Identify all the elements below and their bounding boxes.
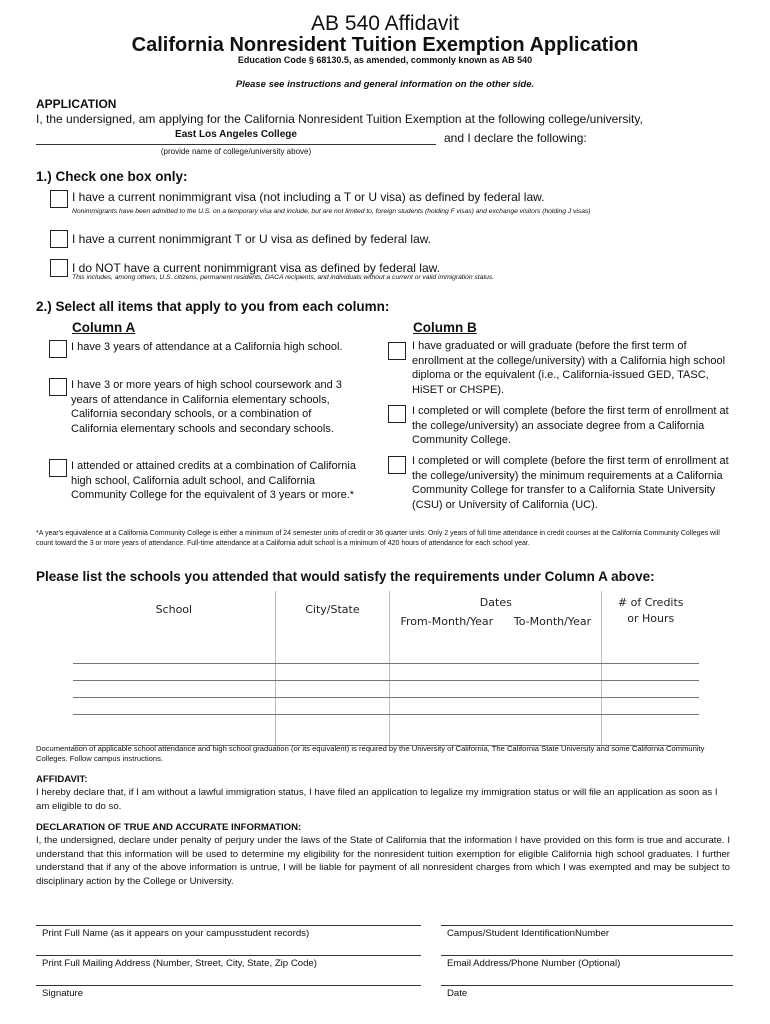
college-field[interactable]	[36, 128, 436, 145]
table-row[interactable]	[73, 664, 699, 681]
visa-option-1-label: I have a current nonimmigrant visa (not including a T or U visa) as defined by federal law.	[72, 190, 545, 204]
visa-option-1-checkbox[interactable]	[50, 190, 68, 208]
see-instructions: Please see instructions and general information on the other side.	[235, 79, 535, 90]
dates-label: Dates	[479, 596, 512, 609]
column-a-option-3-checkbox[interactable]	[49, 459, 67, 477]
visa-option-3-note: This includes, among others, U.S. citizens, permanent residents, DACA recipients, and individuals without a current or valid immigration status.	[72, 274, 495, 281]
column-b-option-3-label: I completed or will complete (before the first term of enrollment at the college/university) the minimum requirements at a California Community College for transfer to a California State University (CSU) or University of California (UC).	[412, 455, 729, 511]
column-b-heading: Column B	[413, 320, 477, 335]
schools-table	[73, 591, 699, 746]
column-a-option-2-checkbox[interactable]	[49, 378, 67, 396]
table-row[interactable]	[73, 715, 699, 746]
print-name-line[interactable]	[36, 925, 421, 926]
form-title: AB 540 Affidavit	[311, 12, 459, 35]
column-b-option-2-label: I completed or will complete (before the first term of enrollment at the college/university) an associate degree from a California Community College.	[412, 405, 729, 446]
column-b-option-2-checkbox[interactable]	[388, 405, 406, 423]
section1-heading: 1.) Check one box only:	[36, 169, 188, 184]
column-a-option-2-label: I have 3 or more years of high school coursework and 3 years of attendance in California elementary schools, California secondary schools, or a combination of California elementary schools and secondary schools.	[71, 379, 342, 435]
student-id-label: Campus/Student IdentificationNumber	[447, 928, 610, 939]
column-a-option-3-label: I attended or attained credits at a combination of California high school, California adult school, and California Community College for the equivalent of 3 years or more.*	[71, 460, 356, 501]
email-phone-line[interactable]	[441, 955, 733, 956]
city-column-header: City/State	[275, 591, 390, 647]
visa-option-2-label: I have a current nonimmigrant T or U visa as defined by federal law.	[72, 232, 432, 246]
application-heading: APPLICATION	[36, 97, 117, 111]
column-b-option-3-checkbox[interactable]	[388, 456, 406, 474]
visa-option-1-note: Nonimmigrants have been admitted to the U.S. on a temporary visa and include, but are not limited to, foreign students (holding F visas) and exchange visitors (holding J visas)	[72, 208, 591, 215]
education-code: Education Code § 68130.5, as amended, commonly known as AB 540	[237, 55, 533, 65]
form-subtitle: California Nonresident Tuition Exemption Application	[131, 34, 639, 56]
visa-option-3-label: I do NOT have a current nonimmigrant visa as defined by federal law.	[72, 261, 440, 275]
credits-column-header	[602, 591, 699, 647]
declare-text: and I declare the following:	[444, 131, 587, 145]
table-row[interactable]	[73, 681, 699, 698]
documentation-note: Documentation of applicable school attendance and high school graduation (or its equivalent) is required by the University of California, The California State University and some California Community Colleges. Follow campus instructions.	[36, 744, 705, 763]
mailing-address-label: Print Full Mailing Address (Number, Street, City, State, Zip Code)	[42, 958, 317, 969]
declaration-heading: DECLARATION OF TRUE AND ACCURATE INFORMATION:	[36, 822, 302, 833]
affidavit-text: I hereby declare that, if I am without a lawful immigration status, I have filed an application to legalize my immigration status or will file an application as soon as I am eligible to do so.	[36, 787, 718, 812]
college-value: East Los Angeles College	[175, 129, 297, 140]
visa-option-3-checkbox[interactable]	[50, 259, 68, 277]
declaration-text: I, the undersigned, declare under penalty of perjury under the laws of the State of California that the information I have provided on this form is true and accurate. I understand that this information will be used to determine my eligibility for the nonresident tuition exemption for eligible California high school graduates. I further understand that if any of the above information is untrue, I will be liable for payment of all nonresident charges from which I was exempted and may be subject to disciplinary action by the College or University.	[36, 835, 730, 887]
column-a-option-1-label: I have 3 years of attendance at a California high school.	[71, 341, 343, 353]
credits-label: # of Credits	[617, 596, 684, 609]
mailing-address-line[interactable]	[36, 955, 421, 956]
table-row[interactable]	[73, 647, 699, 664]
dates-column-header	[390, 591, 602, 647]
email-phone-label: Email Address/Phone Number (Optional)	[447, 958, 621, 969]
from-label: From-Month/Year	[400, 615, 494, 628]
signature-label: Signature	[42, 988, 84, 999]
section2-heading: 2.) Select all items that apply to you from each column:	[36, 299, 390, 314]
to-label: To-Month/Year	[513, 615, 592, 628]
column-a-footnote: *A year's equivalence at a California Community College is either a minimum of 24 semester units of credit or 36 quarter units. Only 2 years of full time attendance in credit courses at the California Community Colleges will count toward the 3 or more years of attendance. Full-time attendance at a California adult school is a minimum of 420 hours of attendance for each school year.	[36, 530, 720, 547]
print-name-label: Print Full Name (as it appears on your campusstudent records)	[42, 928, 310, 939]
visa-option-2-checkbox[interactable]	[50, 230, 68, 248]
student-id-line[interactable]	[441, 925, 733, 926]
college-caption: (provide name of college/university above)	[160, 147, 312, 156]
application-intro: I, the undersigned, am applying for the California Nonresident Tuition Exemption at the following college/university,	[36, 112, 643, 126]
column-b-option-1-label: I have graduated or will graduate (before the first term of enrollment at the college/university) with a California high school diploma or the equivalent (i.e., California-issued GED, TASC, HiSET or CHSPE).	[412, 340, 726, 396]
schools-heading: Please list the schools you attended that would satisfy the requirements under Column A above:	[36, 569, 655, 584]
credits-label-2: or Hours	[627, 612, 675, 625]
signature-line[interactable]	[36, 985, 421, 986]
date-line[interactable]	[441, 985, 733, 986]
school-column-header: School	[73, 591, 275, 647]
column-b-option-1-checkbox[interactable]	[388, 342, 406, 360]
table-row[interactable]	[73, 698, 699, 715]
column-a-heading: Column A	[72, 320, 136, 335]
affidavit-heading: AFFIDAVIT:	[36, 774, 88, 785]
column-a-option-1-checkbox[interactable]	[49, 340, 67, 358]
date-label: Date	[447, 988, 468, 999]
